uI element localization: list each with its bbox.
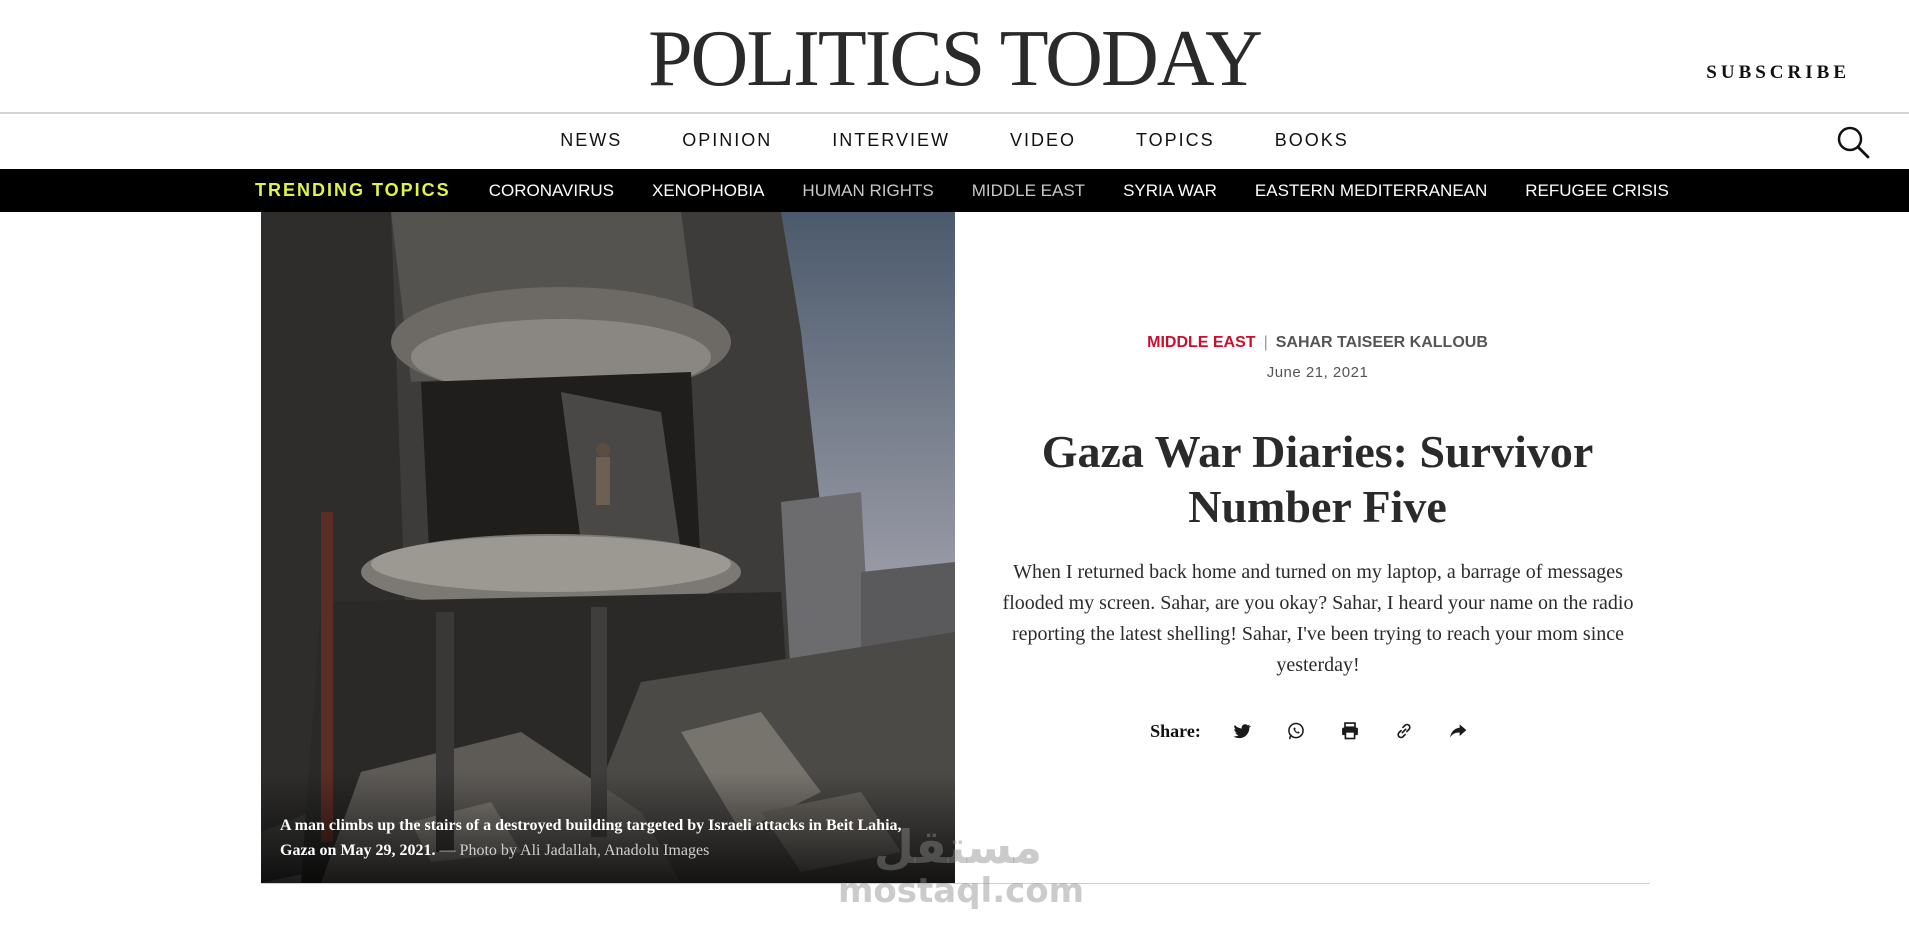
trending-bar xyxy=(0,169,1909,212)
trending-item-eastern-mediterranean[interactable]: EASTERN MEDITERRANEAN xyxy=(1254,180,1488,200)
trending-item-human-rights[interactable]: HUMAN RIGHTS xyxy=(802,180,934,200)
nav-item-books[interactable]: BOOKS xyxy=(1274,130,1349,150)
subscribe-link[interactable]: SUBSCRIBE xyxy=(1706,62,1850,83)
destroyed-building-photo xyxy=(261,212,955,883)
masthead xyxy=(0,0,1909,114)
article-meta xyxy=(985,334,1650,352)
nav-item-opinion[interactable]: OPINION xyxy=(682,130,773,150)
share-label: Share: xyxy=(1150,720,1201,741)
meta-separator: | xyxy=(1263,334,1268,351)
watermark xyxy=(838,820,1085,911)
nav-item-interview[interactable]: INTERVIEW xyxy=(832,130,950,150)
trending-item-syria-war[interactable]: SYRIA WAR xyxy=(1123,180,1217,200)
caption-credit: — Photo by Ali Jadallah, Anadolu Images xyxy=(439,842,710,859)
watermark-site: mostaql.com xyxy=(838,871,1085,911)
trending-item-xenophobia[interactable]: XENOPHOBIA xyxy=(652,180,765,200)
nav-item-video[interactable]: VIDEO xyxy=(1009,130,1076,150)
whatsapp-icon[interactable] xyxy=(1269,717,1323,745)
caption-text: A man climbs up the stairs of a destroyed building targeted by Israeli attacks in Beit Lahia, Gaza on May 29, 2021. xyxy=(280,817,902,859)
nav-item-news[interactable]: NEWS xyxy=(560,130,623,150)
author-link[interactable]: SAHAR TAISEER KALLOUB xyxy=(1275,334,1488,351)
category-link[interactable]: MIDDLE EAST xyxy=(1147,334,1256,351)
nav-item-topics[interactable]: TOPICS xyxy=(1136,130,1215,150)
watermark-mark: مستقل xyxy=(873,820,1043,874)
trending-item-middle-east[interactable]: MIDDLE EAST xyxy=(971,180,1086,200)
trending-item-refugee-crisis[interactable]: REFUGEE CRISIS xyxy=(1525,180,1669,200)
trending-item-coronavirus[interactable]: CORONAVIRUS xyxy=(488,180,614,200)
link-icon[interactable] xyxy=(1377,717,1431,745)
main-nav xyxy=(0,116,1909,168)
site-logo[interactable]: POLITICS TODAY xyxy=(648,15,1261,103)
article-panel xyxy=(985,212,1650,883)
article-lead: When I returned back home and turned on my laptop, a barrage of messages flooded my screen. Sahar, are you okay? Sahar, I heard your name on the radio reporting the latest shelling! Sahar, I've been trying to reach your mom since yesterday! xyxy=(1002,561,1634,676)
article-date: June 21, 2021 xyxy=(1266,364,1369,381)
article-title[interactable]: Gaza War Diaries: Survivor Number Five xyxy=(1041,426,1594,532)
hero-caption xyxy=(280,813,920,863)
trending-label: TRENDING TOPICS xyxy=(255,180,451,200)
twitter-icon[interactable] xyxy=(1215,717,1269,745)
print-icon[interactable] xyxy=(1323,717,1377,745)
share-bar xyxy=(985,717,1650,745)
hero-image[interactable] xyxy=(261,212,955,883)
search-icon[interactable] xyxy=(1835,124,1871,160)
forward-icon[interactable] xyxy=(1431,717,1485,745)
